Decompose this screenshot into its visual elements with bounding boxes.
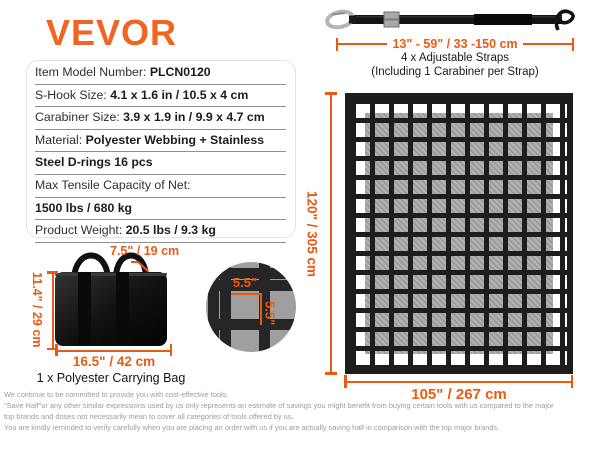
bag-height-label: 11.4" / 29 cm	[30, 272, 44, 348]
spec-row-material-cont	[35, 152, 286, 175]
disclaimer-line: top brands and doses not necessarily mean to cover all categories of tools offered by us.	[4, 411, 294, 421]
dim-line	[338, 43, 387, 45]
spec-row-max-tensile	[35, 175, 286, 198]
dim-line	[523, 43, 572, 45]
spec-table	[26, 60, 296, 238]
bag-seam	[55, 273, 167, 276]
disclaimer-line: You are kindly reminded to verify carefully when you are placing an order with us if you are actually saving half in comparison with the top major brands.	[4, 422, 500, 432]
disclaimer-line: "Save Half"or any other similar expressions used by us only represents an estimate of savings you might benefit from buying certain tools with us compared to the major	[4, 400, 554, 410]
net-height-dimension-line	[330, 93, 332, 374]
mesh-width-dim-line	[231, 293, 260, 295]
spec-label: Max Tensile Capacity of Net:	[35, 177, 191, 192]
spec-row-shook-size	[35, 85, 286, 108]
spec-row-item-model-number	[35, 62, 286, 85]
disclaimer-footer	[4, 390, 598, 434]
spec-value: 20.5 lbs / 9.3 kg	[125, 223, 216, 238]
spec-row-material	[35, 130, 286, 153]
adjuster-buckle-icon	[384, 12, 399, 27]
strap-dimension-line	[336, 37, 574, 51]
vevor-logo: VEVOR	[46, 12, 178, 53]
disclaimer-line: We continue to be committed to provide you with cost-effective tools.	[4, 390, 229, 399]
mesh-zoom-circle	[206, 262, 296, 352]
net-webbing-grid	[345, 93, 573, 374]
net-height-label: 120" / 305 cm	[304, 190, 320, 277]
spec-value: Steel D-rings 16 pcs	[35, 155, 153, 170]
spec-label: Item Model Number:	[35, 65, 150, 79]
net-width-dimension-line	[345, 381, 573, 383]
mesh-height-label: 5.5"	[262, 300, 278, 326]
bag-caption: 1 x Polyester Carrying Bag	[36, 371, 186, 385]
spec-value: 3.9 x 1.9 in / 9.9 x 4.7 cm	[123, 110, 265, 125]
dim-tick	[572, 38, 574, 51]
bag-width-dimension-line	[56, 350, 172, 352]
carabiner-clip-icon	[326, 9, 356, 29]
strap-caption-line2: (Including 1 Carabiner per Strap)	[371, 65, 539, 78]
strap-caption	[336, 52, 574, 79]
cargo-net-illustration	[345, 93, 573, 374]
spec-value: 1500 lbs / 680 kg	[35, 200, 133, 215]
spec-label: Carabiner Size:	[35, 110, 124, 125]
bag-strap-band	[116, 272, 129, 346]
s-hook-icon	[557, 11, 574, 30]
spec-value: PLCN0120	[149, 65, 211, 79]
bag-strap-band	[78, 272, 91, 346]
bag-depth-label: 7.5" / 19 cm	[110, 244, 180, 258]
strap-caption-line1: 4 x Adjustable Straps	[400, 52, 510, 64]
strap-overlap	[474, 14, 532, 25]
net-width-label: 105" / 267 cm	[411, 386, 507, 403]
dim-tick	[325, 92, 337, 95]
strap-illustration	[324, 4, 578, 36]
spec-label: Product Weight:	[35, 223, 126, 238]
spec-row-carabiner-size	[35, 107, 286, 130]
bag-width-label: 16.5" / 42 cm	[72, 354, 156, 369]
dim-tick	[325, 372, 337, 375]
spec-value: 4.1 x 1.6 in / 10.5 x 4 cm	[110, 87, 249, 102]
spec-row-max-tensile-value	[35, 198, 286, 221]
strap-length-label: 13" - 59" / 33 -150 cm	[392, 37, 518, 51]
dim-tick	[47, 271, 58, 274]
mesh-width-label: 5.5"	[232, 275, 258, 290]
spec-value: Polyester Webbing + Stainless	[85, 132, 265, 147]
bag-body	[55, 272, 167, 346]
spec-label: S-Hook Size:	[35, 87, 111, 102]
spec-label: Material:	[35, 132, 86, 147]
bag-height-dimension-line	[52, 272, 54, 349]
